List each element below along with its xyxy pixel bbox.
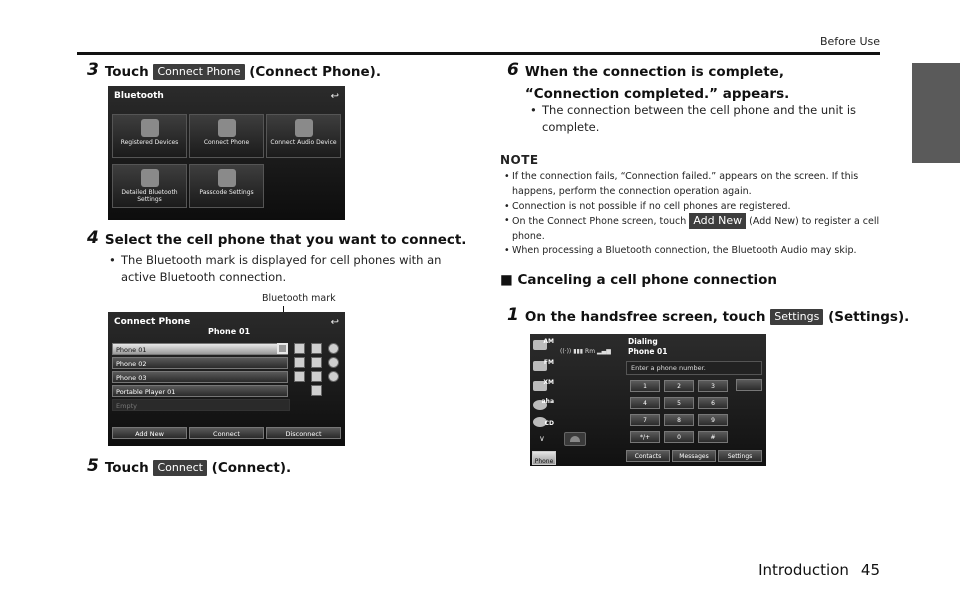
phone-tab[interactable]: Phone [532,451,556,465]
keypad-3[interactable]: 3 [698,380,728,392]
list-item-empty[interactable]: Empty [112,399,290,411]
dialing-screen [530,334,766,466]
screen-title: Bluetooth [114,91,164,101]
step-text: Touch Connect (Connect). [104,460,292,476]
step-5 [87,457,291,479]
keypad-hash[interactable]: # [698,431,728,443]
music-note-icon [311,371,322,382]
keypad-4[interactable]: 4 [630,397,660,409]
bluetooth-mark-icon [277,343,288,354]
settings-button-label: Settings [770,309,823,325]
keypad-star-plus[interactable]: */+ [630,431,660,443]
tile-connect-audio-device[interactable]: Connect Audio Device [266,114,341,158]
source-fm[interactable]: FM [543,359,554,366]
settings-button[interactable]: Settings [718,450,762,462]
bluetooth-signal-icon: ((·)) [560,348,572,355]
step-number: 4 [87,228,99,248]
back-icon[interactable]: ↩ [330,317,339,328]
screen-title: Connect Phone [114,317,191,327]
bluetooth-screen [108,86,345,220]
keypad-8[interactable]: 8 [664,414,694,426]
wrench-icon [141,169,159,187]
disconnect-button[interactable]: Disconnect [266,427,341,439]
step-text: Touch Connect Phone (Connect Phone). [104,64,381,80]
step-number: 5 [87,456,99,476]
phone-icon [218,119,236,137]
chapter-tab [912,63,960,163]
info-icon[interactable] [328,343,339,354]
source-xm[interactable]: XM [543,379,554,386]
tile-registered-devices[interactable]: Registered Devices [112,114,187,158]
add-new-button[interactable]: Add New [112,427,187,439]
battery-icon: ▮▮▮ [573,348,584,355]
step-text: On the handsfree screen, touch Settings (Settings). [524,309,910,325]
step-4-bullet: • The Bluetooth mark is displayed for cell phones with an active Bluetooth connection. [121,252,461,286]
step-4 [87,229,466,251]
screen-subtitle: Phone 01 [208,327,251,336]
back-icon[interactable]: ↩ [330,91,339,102]
step-6-bullet: • The connection between the cell phone and the unit is complete. [542,102,862,136]
note-item: • If the connection fails, “Connection failed.” appears on the screen. If this happens, perform the connection operation again. [512,169,882,199]
list-item-phone-01[interactable]: Phone 01 [112,343,288,355]
step-number: 1 [507,305,519,325]
tile-passcode-settings[interactable]: Passcode Settings [189,164,264,208]
note-title: NOTE [500,153,539,167]
keypad-2[interactable]: 2 [664,380,694,392]
list-item-portable-player-01[interactable]: Portable Player 01 [112,385,288,397]
step-number: 3 [87,60,99,80]
step-text: When the connection is complete, “Connection completed.” appears. [524,64,790,102]
note-item-add-new: • On the Connect Phone screen, touch Add New (Add New) to register a cell phone. [512,213,882,244]
dialing-title: Dialing Phone 01 [628,337,668,356]
devices-icon [141,119,159,137]
list-item-phone-02[interactable]: Phone 02 [112,357,288,369]
header-rule [77,52,880,55]
lock-icon [218,169,236,187]
list-item-phone-03[interactable]: Phone 03 [112,371,288,383]
source-am[interactable]: AM [543,338,554,345]
keypad-5[interactable]: 5 [664,397,694,409]
phone-number-input[interactable]: Enter a phone number. [626,361,762,375]
tile-connect-phone[interactable]: Connect Phone [189,114,264,158]
music-note-icon [311,357,322,368]
page-number: 45 [860,561,880,579]
step-text: Select the cell phone that you want to connect. [104,232,467,248]
note-item: • Connection is not possible if no cell phones are registered. [512,199,882,214]
connect-button-label: Connect [153,460,206,476]
bluetooth-mark-caption: Bluetooth mark [262,293,336,304]
keypad-7[interactable]: 7 [630,414,660,426]
step-6 [507,61,847,105]
audio-device-icon [295,119,313,137]
info-icon[interactable] [328,357,339,368]
connect-phone-button-label: Connect Phone [153,64,244,80]
tile-detailed-bluetooth-settings[interactable]: Detailed Bluetooth Settings [112,164,187,208]
chevron-down-icon[interactable]: ∨ [539,434,545,443]
chapter-name: Introduction [758,561,849,579]
contacts-button[interactable]: Contacts [626,450,670,462]
roaming-indicator: Rm [585,348,596,355]
music-note-icon [311,343,322,354]
add-new-button-label: Add New [689,213,746,229]
keypad-9[interactable]: 9 [698,414,728,426]
connect-phone-screen [108,312,345,446]
signal-strength-icon: ▂▄▆ [596,348,611,355]
source-aha[interactable]: aha [541,398,554,405]
note-item: • When processing a Bluetooth connection, the Bluetooth Audio may skip. [512,243,882,258]
info-icon[interactable] [328,371,339,382]
connect-button[interactable]: Connect [189,427,264,439]
source-cd[interactable]: CD [544,420,554,427]
phone-icon [294,371,305,382]
step-1 [507,306,909,328]
step-number: 6 [507,60,519,80]
call-handset-icon[interactable] [564,432,586,446]
page-footer [758,561,880,579]
status-bar [560,348,611,355]
music-note-icon [311,385,322,396]
keypad-6[interactable]: 6 [698,397,728,409]
phone-icon [294,343,305,354]
backspace-icon[interactable] [736,379,762,391]
section-heading: ■ Canceling a cell phone connection [500,272,778,288]
messages-button[interactable]: Messages [672,450,716,462]
keypad-0[interactable]: 0 [664,431,694,443]
running-header: Before Use [819,35,880,48]
keypad-1[interactable]: 1 [630,380,660,392]
step-3 [87,61,381,83]
phone-icon [294,357,305,368]
